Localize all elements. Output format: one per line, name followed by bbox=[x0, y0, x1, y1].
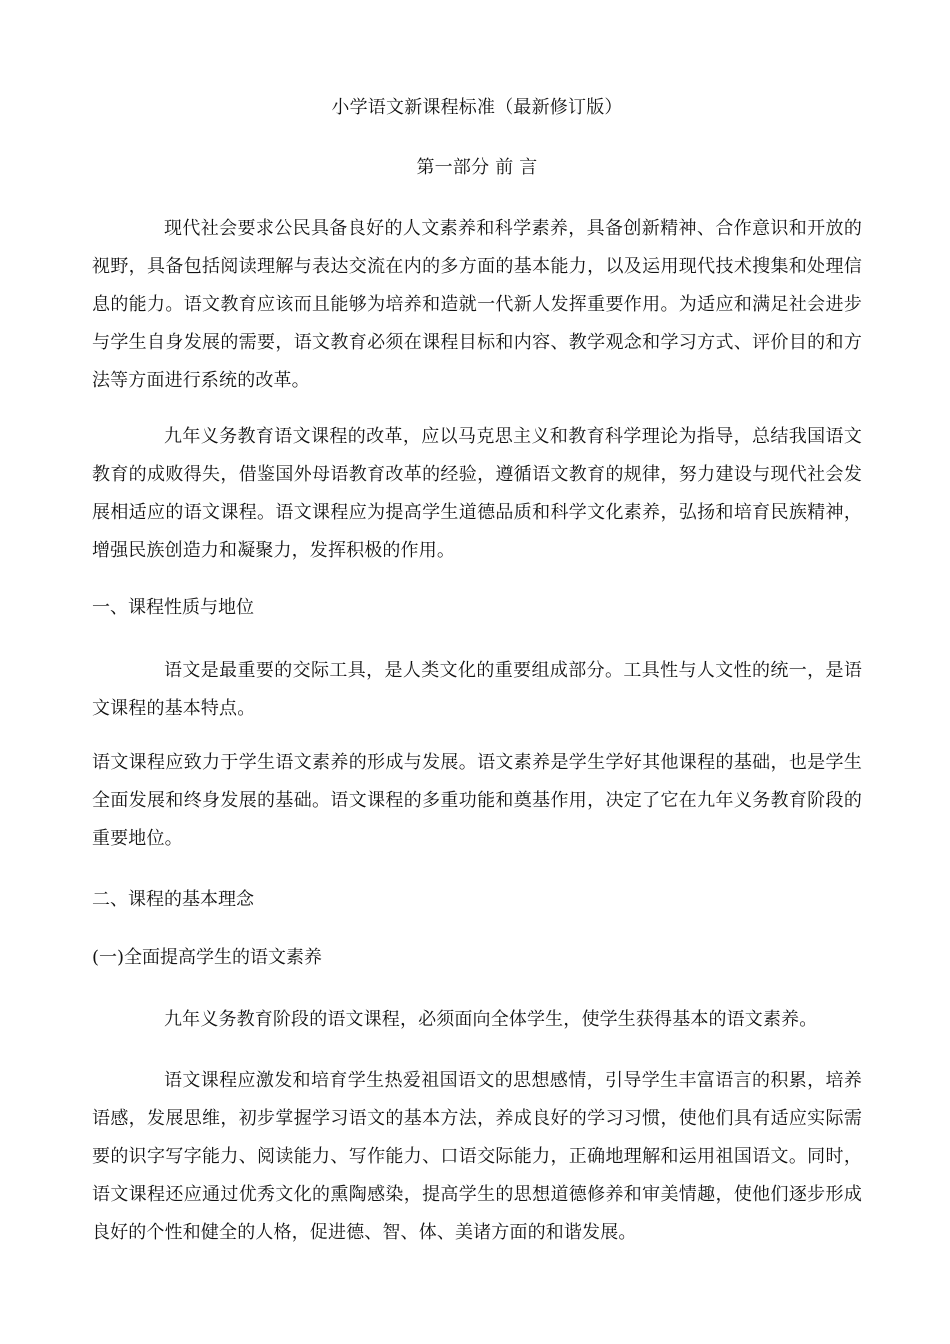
paragraph-nature-tool: 语文是最重要的交际工具，是人类文化的重要组成部分。工具性与人文性的统一，是语文课程的基本特点。 bbox=[92, 660, 862, 719]
part-title: 第一部分 前 言 bbox=[416, 157, 538, 178]
section-heading-concepts: 二、课程的基本理念 bbox=[92, 889, 254, 910]
paragraph-literacy-goals: 语文课程应激发和培育学生热爱祖国语文的思想感情，引导学生丰富语言的积累，培养语感，发展思维，初步掌握学习语文的基本方法，养成良好的学习习惯，使他们具有适应实际需要的识字写字能力、阅读能力、写作能力、口语交际能力，正确地理解和运用祖国语文。同时，语文课程还应通过优秀文化的熏陶感染，提高学生的思想道德修养和审美情趣，使他们逐步形成良好的个性和健全的人格，促进德、智、体、美诸方面的和谐发展。 bbox=[92, 1070, 862, 1243]
document-title: 小学语文新课程标准（最新修订版） bbox=[331, 97, 623, 118]
paragraph-literacy-all-students: 九年义务教育阶段的语文课程，必须面向全体学生，使学生获得基本的语文素养。 bbox=[164, 1009, 818, 1030]
paragraph-nature-status: 语文课程应致力于学生语文素养的形成与发展。语文素养是学生学好其他课程的基础，也是学生全面发展和终身发展的基础。语文课程的多重功能和奠基作用，决定了它在九年义务教育阶段的重要地位。 bbox=[92, 752, 862, 849]
paragraph-intro-reform: 九年义务教育语文课程的改革，应以马克思主义和教育科学理论为指导，总结我国语文教育的成败得失，借鉴国外母语教育改革的经验，遵循语文教育的规律，努力建设与现代社会发展相适应的语文课程。语文课程应为提高学生道德品质和科学文化素养，弘扬和培育民族精神，增强民族创造力和凝聚力，发挥积极的作用。 bbox=[92, 426, 862, 561]
section-heading-nature: 一、课程性质与地位 bbox=[92, 597, 254, 618]
subsection-heading-literacy: (一)全面提高学生的语文素养 bbox=[92, 947, 323, 968]
paragraph-intro-modern-society: 现代社会要求公民具备良好的人文素养和科学素养，具备创新精神、合作意识和开放的视野，具备包括阅读理解与表达交流在内的多方面的基本能力，以及运用现代技术搜集和处理信息的能力。语文教育应该而且能够为培养和造就一代新人发挥重要作用。为适应和满足社会进步与学生自身发展的需要，语文教育必须在课程目标和内容、教学观念和学习方式、评价目的和方法等方面进行系统的改革。 bbox=[92, 218, 862, 391]
